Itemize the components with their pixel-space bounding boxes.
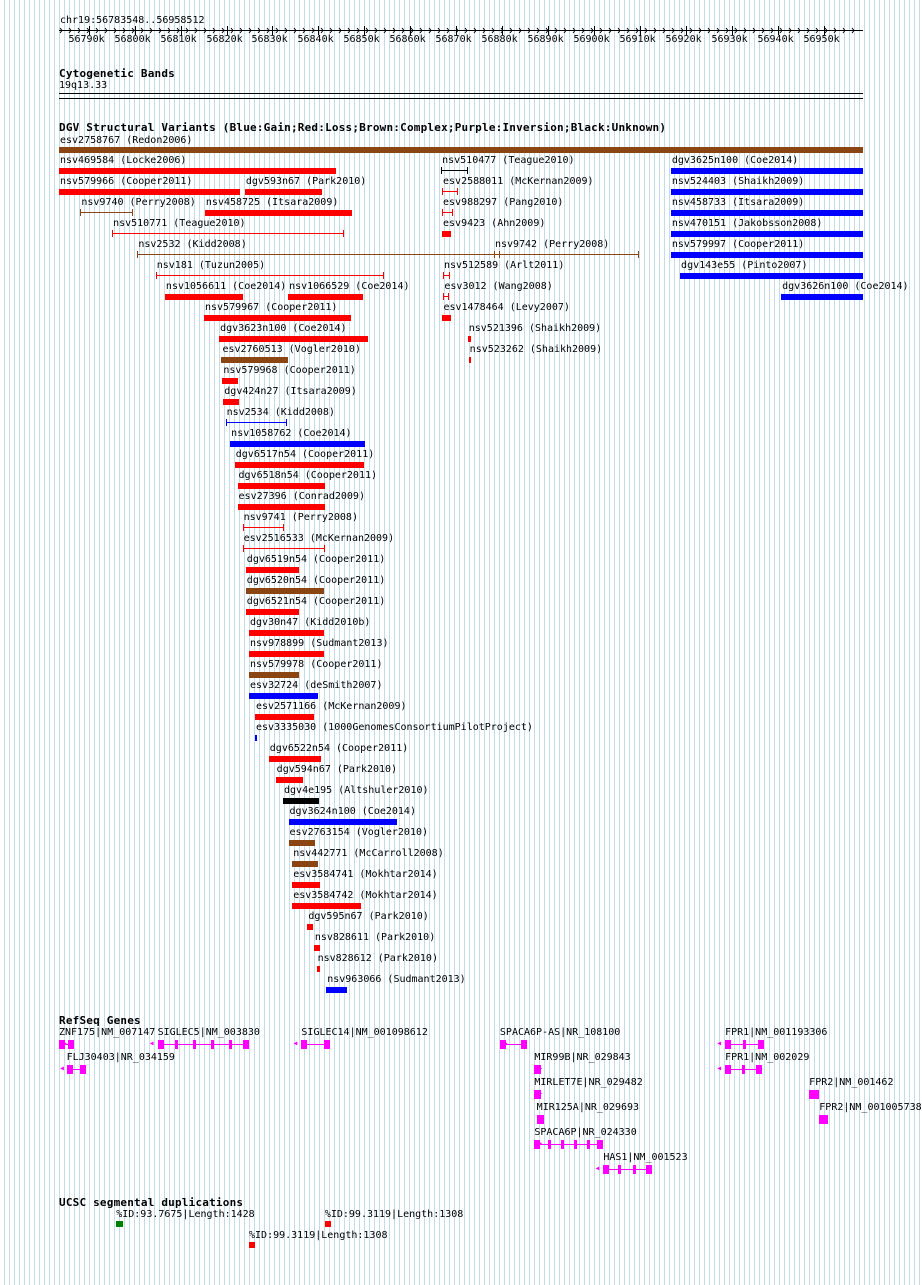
region-label: chr19:56783548..56958512 bbox=[60, 15, 205, 26]
variant-label: esv2516533 (McKernan2009) bbox=[243, 533, 395, 544]
gene-exon[interactable] bbox=[725, 1040, 731, 1049]
gene-exon[interactable] bbox=[743, 1040, 746, 1049]
variant-line[interactable] bbox=[137, 254, 639, 255]
ruler-tick-label: 56900k bbox=[573, 34, 610, 45]
ruler-tick-label: 56860k bbox=[389, 34, 426, 45]
gene-label: SPACA6P|NR_024330 bbox=[534, 1127, 637, 1138]
strand-plus-icon: ▸ bbox=[537, 1138, 544, 1149]
gene-exon[interactable] bbox=[193, 1040, 196, 1049]
variant-label: nsv2532 (Kidd2008) bbox=[138, 239, 247, 250]
gene-exon[interactable] bbox=[633, 1165, 636, 1174]
cytoband-rule-top bbox=[59, 93, 863, 94]
variant-label: nsv1058762 (Coe2014) bbox=[231, 428, 352, 439]
gene-exon[interactable] bbox=[742, 1065, 745, 1074]
refseq-track-title[interactable]: RefSeq Genes bbox=[59, 1014, 141, 1027]
gene-label: MIR99B|NR_029843 bbox=[534, 1052, 631, 1063]
variant-label: nsv579978 (Cooper2011) bbox=[250, 659, 383, 670]
variant-line[interactable] bbox=[226, 422, 287, 423]
variant-label: esv3584741 (Mokhtar2014) bbox=[293, 869, 438, 880]
variant-bar[interactable] bbox=[442, 315, 450, 321]
variant-bar[interactable] bbox=[59, 189, 240, 195]
gene-exon[interactable] bbox=[587, 1140, 590, 1149]
ruler-tick-label: 56890k bbox=[527, 34, 564, 45]
variant-label: esv9423 (Ahn2009) bbox=[443, 218, 546, 229]
variant-label: esv3335030 (1000GenomesConsortiumPilotProject) bbox=[255, 722, 533, 733]
segdup-label: %ID:93.7675|Length:1428 bbox=[116, 1209, 255, 1220]
variant-line[interactable] bbox=[243, 548, 326, 549]
variant-label: nsv469584 (Locke2006) bbox=[60, 155, 187, 166]
variant-line[interactable] bbox=[442, 191, 458, 192]
variant-label: nsv521396 (Shaikh2009) bbox=[468, 323, 602, 334]
variant-bar[interactable] bbox=[671, 189, 863, 195]
strand-minus-icon: ◂ bbox=[716, 1063, 723, 1074]
gene-exon[interactable] bbox=[158, 1040, 164, 1049]
segdup-bar[interactable] bbox=[249, 1242, 255, 1248]
variant-endcap bbox=[80, 209, 81, 216]
gene-label: HAS1|NM_001523 bbox=[603, 1152, 688, 1163]
variant-bar[interactable] bbox=[671, 231, 863, 237]
variant-label: nsv458725 (Itsara2009) bbox=[205, 197, 339, 208]
variant-label: nsv828611 (Park2010) bbox=[314, 932, 436, 943]
variant-bar[interactable] bbox=[307, 924, 313, 930]
variant-endcap bbox=[226, 419, 227, 426]
variant-endcap bbox=[112, 230, 113, 237]
variant-bar[interactable] bbox=[59, 147, 863, 153]
gene-exon[interactable] bbox=[603, 1165, 609, 1174]
ruler-tick-label: 56820k bbox=[206, 34, 243, 45]
variant-bar[interactable] bbox=[204, 315, 351, 321]
variant-label: dgv595n67 (Park2010) bbox=[308, 911, 429, 922]
variant-bar[interactable] bbox=[671, 252, 863, 258]
variant-bar[interactable] bbox=[671, 210, 863, 216]
variant-bar[interactable] bbox=[205, 210, 352, 216]
variant-label: esv1478464 (Levy2007) bbox=[443, 302, 570, 313]
variant-label: dgv6517n54 (Cooper2011) bbox=[235, 449, 375, 460]
variant-bar[interactable] bbox=[246, 609, 299, 615]
ruler-tick-label: 56950k bbox=[803, 34, 840, 45]
variant-label: dgv30n47 (Kidd2010b) bbox=[250, 617, 371, 628]
ruler-tick-label: 56830k bbox=[251, 34, 288, 45]
variant-endcap bbox=[243, 524, 244, 531]
gene-exon[interactable] bbox=[618, 1165, 621, 1174]
gene-intron-line bbox=[603, 1169, 651, 1170]
variant-bar[interactable] bbox=[326, 987, 347, 993]
variant-line[interactable] bbox=[156, 275, 384, 276]
variant-endcap bbox=[638, 251, 639, 258]
variant-label: nsv524403 (Shaikh2009) bbox=[671, 176, 805, 187]
variant-label: dgv3624n100 (Coe2014) bbox=[289, 806, 416, 817]
variant-label: nsv9742 (Perry2008) bbox=[494, 239, 610, 250]
variant-label: dgv4e195 (Altshuler2010) bbox=[284, 785, 429, 796]
ruler bbox=[0, 0, 890, 60]
variant-line[interactable] bbox=[80, 212, 132, 213]
strand-minus-icon: ◂ bbox=[292, 1038, 299, 1049]
gene-exon[interactable] bbox=[758, 1040, 764, 1049]
variant-label: dgv593n67 (Park2010) bbox=[245, 176, 367, 187]
variant-label: esv3584742 (Mokhtar2014) bbox=[293, 890, 438, 901]
variant-label: nsv510771 (Teague2010) bbox=[113, 218, 246, 229]
variant-label: nsv579966 (Cooper2011) bbox=[60, 176, 193, 187]
variant-endcap bbox=[283, 524, 284, 531]
ruler-tick-label: 56800k bbox=[114, 34, 151, 45]
variant-bar[interactable] bbox=[238, 504, 326, 510]
variant-bar[interactable] bbox=[292, 861, 318, 867]
variant-endcap bbox=[494, 251, 495, 258]
variant-label: nsv1056611 (Coe2014) bbox=[165, 281, 287, 292]
strand-minus-icon: ◂ bbox=[716, 1038, 723, 1049]
variant-label: nsv579997 (Cooper2011) bbox=[671, 239, 805, 250]
variant-endcap bbox=[156, 272, 157, 279]
variant-endcap bbox=[443, 293, 444, 300]
variant-bar[interactable] bbox=[289, 840, 316, 846]
gene-exon[interactable] bbox=[756, 1065, 762, 1074]
gene-exon[interactable] bbox=[229, 1040, 232, 1049]
variant-bar[interactable] bbox=[246, 588, 325, 594]
variant-endcap bbox=[137, 251, 138, 258]
variant-line[interactable] bbox=[441, 170, 468, 171]
variant-endcap bbox=[442, 209, 443, 216]
variant-bar[interactable] bbox=[442, 231, 451, 237]
variant-endcap bbox=[443, 272, 444, 279]
strand-minus-icon: ◂ bbox=[59, 1063, 66, 1074]
variant-endcap bbox=[383, 272, 384, 279]
gene-exon[interactable] bbox=[67, 1065, 73, 1074]
strand-minus-icon: ◂ bbox=[148, 1038, 155, 1049]
gene-exon[interactable] bbox=[301, 1040, 307, 1049]
variant-bar[interactable] bbox=[238, 483, 326, 489]
gene-label: FPR2|NM_001005738 bbox=[819, 1102, 922, 1113]
ruler-tick-label: 56920k bbox=[665, 34, 702, 45]
variant-endcap bbox=[499, 251, 500, 258]
gene-intron-line bbox=[158, 1044, 250, 1045]
variant-bar[interactable] bbox=[283, 798, 319, 804]
gene-label: ZNF175|NM_007147 bbox=[59, 1027, 156, 1038]
variant-label: nsv2534 (Kidd2008) bbox=[226, 407, 335, 418]
variant-label: dgv424n27 (Itsara2009) bbox=[224, 386, 357, 397]
variant-label: esv2763154 (Vogler2010) bbox=[289, 827, 429, 838]
segdup-label: %ID:99.3119|Length:1308 bbox=[324, 1209, 464, 1220]
variant-label: esv988297 (Pang2010) bbox=[443, 197, 564, 208]
ruler-tick-label: 56790k bbox=[68, 34, 105, 45]
variant-label: dgv6521n54 (Cooper2011) bbox=[246, 596, 386, 607]
gene-exon[interactable] bbox=[548, 1140, 551, 1149]
variant-label: nsv523262 (Shaikh2009) bbox=[469, 344, 603, 355]
variant-label: nsv512589 (Arlt2011) bbox=[443, 260, 565, 271]
variant-bar[interactable] bbox=[245, 189, 322, 195]
variant-label: dgv6522n54 (Cooper2011) bbox=[269, 743, 409, 754]
gene-exon[interactable] bbox=[561, 1140, 564, 1149]
variant-endcap bbox=[324, 545, 325, 552]
variant-bar[interactable] bbox=[292, 903, 360, 909]
variant-label: esv32724 (deSmith2007) bbox=[250, 680, 383, 691]
variant-endcap bbox=[441, 167, 442, 174]
variant-bar[interactable] bbox=[222, 378, 238, 384]
variant-label: dgv3625n100 (Coe2014) bbox=[671, 155, 799, 166]
variant-bar[interactable] bbox=[249, 693, 318, 699]
variant-label: dgv143e55 (Pinto2007) bbox=[681, 260, 808, 271]
variant-bar[interactable] bbox=[289, 819, 397, 825]
gene-exon[interactable] bbox=[574, 1140, 577, 1149]
ruler-tick-label: 56940k bbox=[757, 34, 794, 45]
gene-label: FPR1|NM_001193306 bbox=[725, 1027, 828, 1038]
gene-label: FPR2|NM_001462 bbox=[809, 1077, 894, 1088]
gene-label: SPACA6P-AS|NR_108100 bbox=[499, 1027, 621, 1038]
variant-bar[interactable] bbox=[671, 168, 863, 174]
variant-label: nsv963066 (Sudmant2013) bbox=[327, 974, 466, 985]
strand-plus-icon: ▸ bbox=[62, 1038, 69, 1049]
gene-exon[interactable] bbox=[211, 1040, 214, 1049]
ruler-tick-label: 56910k bbox=[619, 34, 656, 45]
variant-bar[interactable] bbox=[269, 756, 321, 762]
segdup-track-title[interactable]: UCSC segmental duplications bbox=[59, 1196, 244, 1209]
variant-label: esv27396 (Conrad2009) bbox=[238, 491, 365, 502]
variant-label: dgv594n67 (Park2010) bbox=[276, 764, 398, 775]
ruler-tick-label: 56840k bbox=[297, 34, 334, 45]
variant-endcap bbox=[449, 272, 450, 279]
variant-endcap bbox=[132, 209, 133, 216]
variant-bar[interactable] bbox=[276, 777, 303, 783]
gene-label: MIRLET7E|NR_029482 bbox=[534, 1077, 643, 1088]
variant-bar[interactable] bbox=[221, 357, 287, 363]
segdup-bar[interactable] bbox=[116, 1221, 122, 1227]
variant-label: nsv9741 (Perry2008) bbox=[243, 512, 358, 523]
gene-exon[interactable] bbox=[243, 1040, 249, 1049]
dgv-track-title[interactable]: DGV Structural Variants (Blue:Gain;Red:Loss;Brown:Complex;Purple:Inversion;Black:Unknown) bbox=[59, 121, 667, 134]
ruler-tick-label: 56850k bbox=[343, 34, 380, 45]
gene-label: FPR1|NM_002029 bbox=[725, 1052, 810, 1063]
variant-endcap bbox=[457, 188, 458, 195]
variant-label: nsv442771 (McCarroll2008) bbox=[293, 848, 444, 859]
gene-exon[interactable] bbox=[80, 1065, 86, 1074]
variant-bar[interactable] bbox=[246, 567, 299, 573]
cytoband-rule-bottom bbox=[59, 98, 863, 99]
variant-label: nsv181 (Tuzun2005) bbox=[156, 260, 266, 271]
strand-minus-icon: ◂ bbox=[594, 1163, 601, 1174]
variant-endcap bbox=[442, 188, 443, 195]
segdup-label: %ID:99.3119|Length:1308 bbox=[249, 1230, 388, 1241]
variant-label: nsv828612 (Park2010) bbox=[317, 953, 438, 964]
ruler-tick-label: 56930k bbox=[711, 34, 748, 45]
variant-bar[interactable] bbox=[235, 462, 365, 468]
variant-label: nsv9740 (Perry2008) bbox=[81, 197, 196, 208]
gene-exon[interactable] bbox=[324, 1040, 330, 1049]
variant-label: nsv1066529 (Coe2014) bbox=[289, 281, 410, 292]
variant-bar[interactable] bbox=[314, 945, 320, 951]
variant-bar[interactable] bbox=[230, 441, 365, 447]
variant-bar[interactable] bbox=[292, 882, 320, 888]
gene-exon[interactable] bbox=[597, 1140, 603, 1149]
variant-endcap bbox=[448, 293, 449, 300]
strand-plus-icon: ▸ bbox=[539, 1113, 546, 1124]
variant-label: esv2760513 (Vogler2010) bbox=[222, 344, 361, 355]
variant-label: esv2571166 (McKernan2009) bbox=[255, 701, 407, 712]
variant-label: dgv6520n54 (Cooper2011) bbox=[246, 575, 386, 586]
variant-bar[interactable] bbox=[288, 294, 363, 300]
variant-bar[interactable] bbox=[317, 966, 320, 972]
variant-label: dgv3626n100 (Coe2014) bbox=[782, 281, 909, 292]
strand-plus-icon: ▸ bbox=[537, 1063, 544, 1074]
variant-label: nsv458733 (Itsara2009) bbox=[671, 197, 805, 208]
gene-label: FLJ30403|NR_034159 bbox=[66, 1052, 175, 1063]
gene-exon[interactable] bbox=[521, 1040, 527, 1049]
variant-bar[interactable] bbox=[249, 630, 324, 636]
strand-plus-icon: ▸ bbox=[502, 1038, 509, 1049]
variant-label: nsv579968 (Cooper2011) bbox=[223, 365, 356, 376]
variant-bar[interactable] bbox=[249, 651, 324, 657]
variant-bar[interactable] bbox=[781, 294, 863, 300]
gene-exon[interactable] bbox=[646, 1165, 652, 1174]
variant-bar[interactable] bbox=[469, 357, 471, 363]
variant-label: dgv6519n54 (Cooper2011) bbox=[246, 554, 386, 565]
variant-label: nsv470151 (Jakobsson2008) bbox=[671, 218, 823, 229]
ruler-tick-label: 56870k bbox=[435, 34, 472, 45]
gene-intron-line bbox=[534, 1144, 603, 1145]
variant-bar[interactable] bbox=[468, 336, 471, 342]
variant-line[interactable] bbox=[112, 233, 344, 234]
variant-bar[interactable] bbox=[255, 714, 314, 720]
variant-bar[interactable] bbox=[680, 273, 863, 279]
variant-label: esv3012 (Wang2008) bbox=[444, 281, 553, 292]
variant-label: dgv6518n54 (Cooper2011) bbox=[238, 470, 378, 481]
variant-label: esv2588011 (McKernan2009) bbox=[443, 176, 594, 187]
variant-bar[interactable] bbox=[219, 336, 367, 342]
variant-endcap bbox=[286, 419, 287, 426]
variant-label: nsv579967 (Cooper2011) bbox=[204, 302, 338, 313]
cytoband-track-title[interactable]: Cytogenetic Bands bbox=[59, 67, 175, 80]
variant-line[interactable] bbox=[243, 527, 284, 528]
variant-bar[interactable] bbox=[249, 672, 299, 678]
strand-plus-icon: ▸ bbox=[537, 1088, 544, 1099]
variant-bar[interactable] bbox=[223, 399, 239, 405]
variant-label: esv2758767 (Redon2006) bbox=[60, 135, 193, 146]
gene-label: MIR125A|NR_029693 bbox=[536, 1102, 640, 1113]
strand-plus-icon: ▸ bbox=[822, 1113, 829, 1124]
variant-endcap bbox=[467, 167, 468, 174]
variant-bar[interactable] bbox=[255, 735, 257, 741]
variant-endcap bbox=[343, 230, 344, 237]
segdup-bar[interactable] bbox=[325, 1221, 331, 1227]
variant-label: nsv978899 (Sudmant2013) bbox=[250, 638, 389, 649]
ruler-tick-label: 56810k bbox=[160, 34, 197, 45]
variant-bar[interactable] bbox=[165, 294, 243, 300]
gene-exon[interactable] bbox=[68, 1040, 74, 1049]
variant-endcap bbox=[243, 545, 244, 552]
strand-plus-icon: ▸ bbox=[812, 1088, 819, 1099]
gene-label: SIGLEC5|NM_003830 bbox=[157, 1027, 260, 1038]
variant-bar[interactable] bbox=[59, 168, 336, 174]
gene-label: SIGLEC14|NM_001098612 bbox=[301, 1027, 428, 1038]
ruler-tick-label: 56880k bbox=[481, 34, 518, 45]
gene-exon[interactable] bbox=[725, 1065, 731, 1074]
gene-exon[interactable] bbox=[175, 1040, 178, 1049]
cytoband-label: 19q13.33 bbox=[59, 80, 108, 91]
variant-label: nsv510477 (Teague2010) bbox=[442, 155, 575, 166]
variant-label: dgv3623n100 (Coe2014) bbox=[220, 323, 347, 334]
variant-endcap bbox=[452, 209, 453, 216]
